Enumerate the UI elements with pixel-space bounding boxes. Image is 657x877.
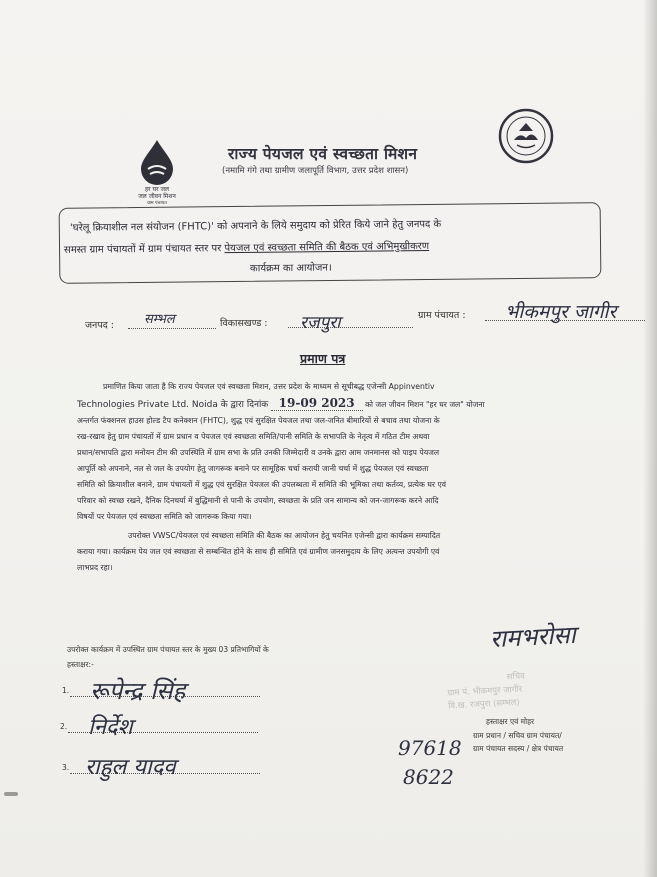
participant-signature-2: निर्देश bbox=[88, 715, 133, 740]
participants-intro-2: हस्ताक्षर:- bbox=[67, 660, 94, 669]
sign-and-seal-label: हस्ताक्षर एवं मोहर bbox=[486, 717, 535, 726]
para2-line1: उपरोक्त VWSC/पेयजल एवं स्वच्छता समिति की बैठक का आयोजन हेतु चयनित एजेन्सी द्वारा कार्यक्रम सम्पादित bbox=[128, 531, 441, 540]
para1-line4: रख-रखाव हेतु ग्राम पंचायतों में ग्राम प्रधान व पेयजल एवं स्वच्छता समिति/पानी समिति के सभापति के नेतृत्व में गठित टीम अथवा bbox=[77, 432, 430, 441]
phone-number-part-1: 97618 bbox=[398, 736, 462, 760]
district-value: सम्भल bbox=[144, 312, 175, 327]
stamp-line-3: वि.ख. रजपुरा (सम्भल) bbox=[447, 697, 521, 712]
stamp-line-2: ग्राम पं. भीकमपुर जागीर bbox=[447, 684, 523, 699]
district-line bbox=[128, 328, 216, 329]
para1-line6: आपूर्ति को अपनाने, नल से जल के उपयोग हेतु जागरूक बनाने पर सामूहिक चर्चा करायी जानी चर्चा में शुद्ध पेयजल एवं स्वच्छता bbox=[77, 464, 429, 473]
para2-line3: लाभप्रद रहा। bbox=[77, 563, 113, 572]
mission-title: राज्य पेयजल एवं स्वच्छता मिशन bbox=[228, 145, 418, 163]
participants-intro-1: उपरोक्त कार्यक्रम में उपस्थित ग्राम पंचायत स्तर के मुख्य 03 प्रतिभागियों के bbox=[67, 645, 269, 654]
para2-line2: कराया गया। कार्यक्रम पेय जल एवं स्वच्छता से सम्बन्धित होने के साथ ही समिति एवं ग्रामीण जनसमुदाय के लिए अत्यन्त उपयोगी एवं bbox=[77, 547, 440, 556]
up-government-seal bbox=[497, 107, 555, 165]
para1-line2 bbox=[77, 395, 652, 413]
logo-text-3: ग्राम पंचायत bbox=[147, 201, 167, 206]
signatory-role-2: ग्राम पंचायत सदस्य / क्षेत्र पंचायत bbox=[473, 744, 564, 753]
participant-signature-3: राहुल यादव bbox=[85, 755, 176, 780]
signatory-signature: रामभरोसा bbox=[489, 620, 577, 654]
para1-line8: परिवार को स्वच्छ रखने, दैनिक दिनचर्या में बुद्धिमानी से पानी के उपयोग, स्वच्छता के प्रति जन सामान्य को जन-जागरूक करने आदि bbox=[77, 496, 439, 505]
participant-num-1: 1. bbox=[62, 686, 70, 695]
para1-line3: अन्तर्गत फंक्शनल हाउस होल्ड टैप कनेक्शन (FHTC), शुद्ध एवं सुरक्षित पेयजल तथा जल-जनित बीमारियों से बचाव तथा योजना के bbox=[77, 416, 440, 425]
para1-line7: समिति को क्रियाशील बनाने, ग्राम पंचायतों में शुद्ध एवं सुरक्षित पेयजल की उपलब्धता में समिति की भूमिका तथा कर्तव्य, प्रत्येक घर एवं bbox=[77, 480, 446, 489]
district-label: जनपद : bbox=[85, 320, 114, 331]
para1-line2-pre: Technologies Private Ltd. Noida के द्वारा दिनांक bbox=[77, 400, 269, 410]
banner-line-2-underlined: पेयजल एवं स्वच्छता समिति की बैठक एवं अभिमुखीकरण bbox=[224, 241, 430, 255]
logo-text-1: हर घर जल bbox=[145, 186, 169, 193]
stamp-line-1: सचिव bbox=[506, 671, 526, 683]
jal-jeevan-mission-logo bbox=[128, 136, 186, 206]
para1-line2-post: को जल जीवन मिशन "हर घर जल" योजना bbox=[365, 400, 485, 409]
logo-text-2: जल जीवन मिशन bbox=[138, 193, 176, 200]
para1-line5: प्रधान/सभापति द्वारा मनोयन टीम की उपस्थिति में ग्राम सभा के प्रति उनकी जिम्मेदारी व उनके द्वारा आम जनमानस को पाइप पेयजल bbox=[77, 448, 440, 457]
emblem-icon bbox=[497, 107, 555, 165]
participant-signature-1: रूपेन्द्र सिंह bbox=[90, 677, 186, 705]
participant-num-2: 2. bbox=[60, 722, 68, 731]
phone-number-part-2: 8622 bbox=[403, 765, 454, 789]
block-value: रजपुरा bbox=[300, 313, 341, 333]
mission-subtitle: (नमामि गंगे तथा ग्रामीण जलापूर्ति विभाग, उत्तर प्रदेश शासन) bbox=[222, 166, 409, 176]
block-label: विकासखण्ड : bbox=[220, 318, 268, 329]
banner-line-3: कार्यक्रम का आयोजन। bbox=[249, 262, 332, 275]
certificate-heading: प्रमाण पत्र bbox=[300, 351, 346, 366]
signatory-role-1: ग्राम प्रधान / सचिव ग्राम पंचायत/ bbox=[473, 731, 562, 740]
meeting-date: 19-09 2023 bbox=[271, 396, 363, 411]
punch-mark bbox=[4, 792, 18, 796]
para1-line1: प्रमाणित किया जाता है कि राज्य पेयजल एवं स्वच्छता मिशन, उत्तर प्रदेश के माध्यम से सूचीबद्ध एजेन्सी Appinventiv bbox=[103, 382, 435, 391]
participant-num-3: 3. bbox=[62, 763, 70, 772]
banner-line-1: 'घरेलू क्रियाशील नल संयोजन (FHTC)' को अपनाने के लिये समुदाय को प्रेरित किये जाने हेतु जनपद के bbox=[69, 218, 442, 234]
panchayat-label: ग्राम पंचायत : bbox=[418, 310, 466, 321]
banner-line-2-text: समस्त ग्राम पंचायतों में ग्राम पंचायत स्तर पर bbox=[63, 243, 225, 256]
panchayat-value: भीकमपुर जागीर bbox=[505, 301, 617, 323]
para1-line9: विषयों पर पेयजल एवं स्वच्छता समिति को जागरूक किया गया। bbox=[77, 512, 252, 521]
